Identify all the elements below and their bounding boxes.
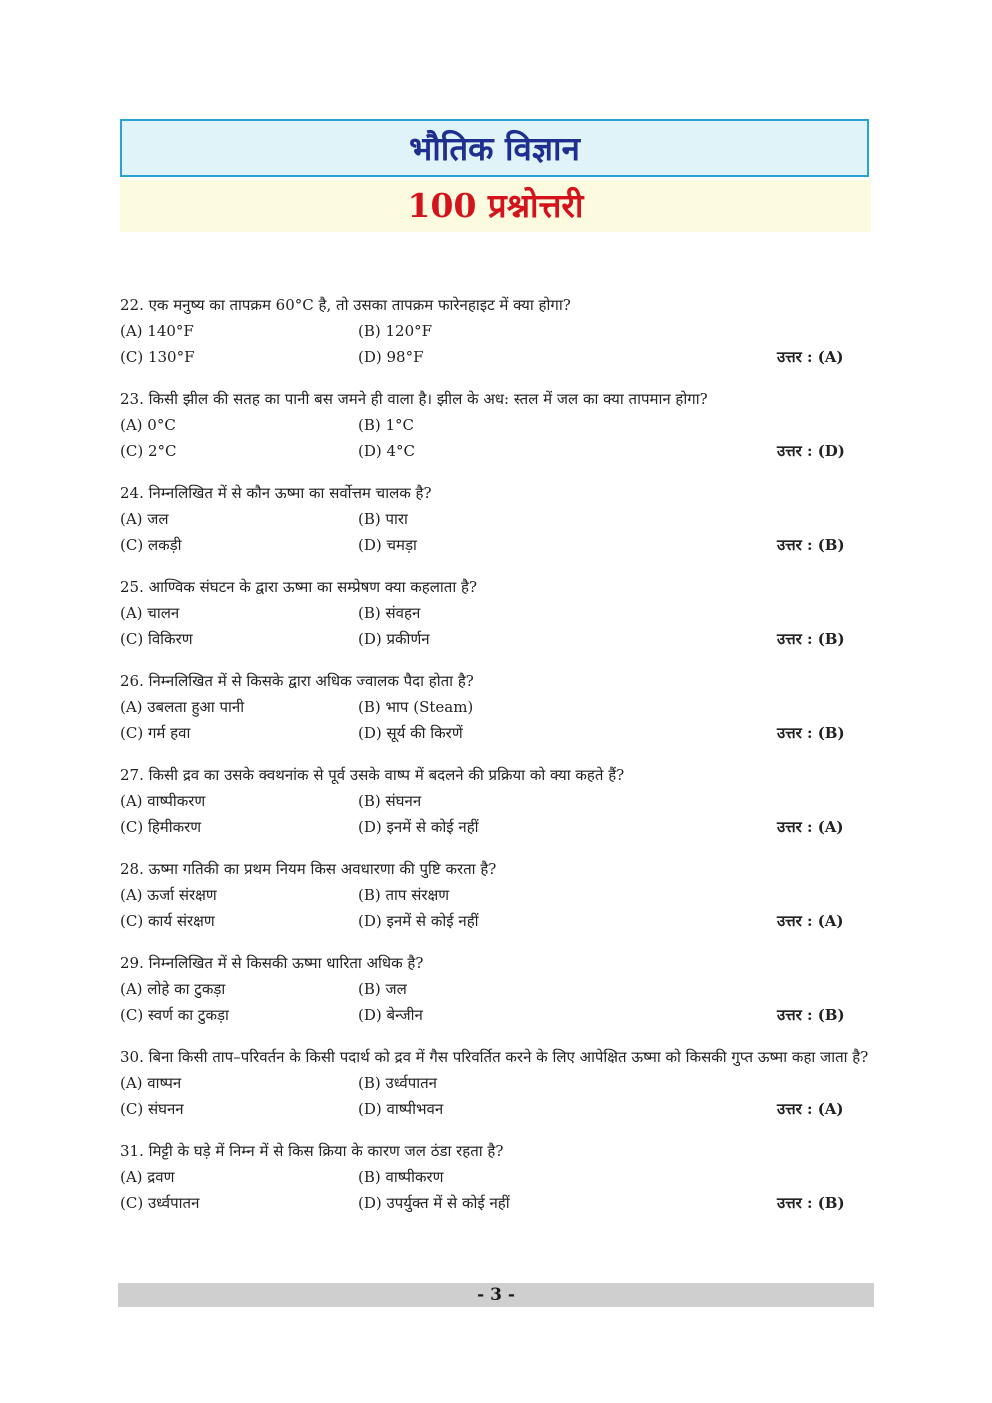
option-a: (A) ऊर्जा संरक्षण — [120, 886, 217, 904]
option-c: (C) उर्ध्वपातन — [120, 1194, 200, 1212]
option-c: (C) विकिरण — [120, 630, 193, 648]
option-a: (A) लोहे का टुकड़ा — [120, 980, 226, 998]
option-b: (B) 1°C — [358, 416, 415, 434]
option-a: (A) द्रवण — [120, 1168, 175, 1186]
option-row — [120, 814, 875, 840]
subtitle-box — [120, 180, 871, 232]
option-c: (C) 2°C — [120, 442, 177, 460]
answer-label: उत्तर : (B) — [777, 724, 845, 742]
answer-label: उत्तर : (D) — [777, 442, 845, 460]
question-text: 29. निम्नलिखित में से किसकी ऊष्मा धारिता अधिक है? — [120, 954, 424, 972]
option-d: (D) प्रकीर्णन — [358, 630, 430, 648]
option-d: (D) 98°F — [358, 348, 424, 366]
question-item — [120, 951, 875, 1028]
option-a: (A) चालन — [120, 604, 180, 622]
option-a: (A) जल — [120, 510, 169, 528]
question-item — [120, 387, 875, 464]
option-row — [120, 694, 875, 720]
answer-label: उत्तर : (B) — [777, 536, 845, 554]
question-item — [120, 669, 875, 746]
question-item — [120, 1045, 875, 1122]
question-text: 26. निम्नलिखित में से किसके द्वारा अधिक ज्वालक पैदा होता है? — [120, 672, 474, 690]
option-row — [120, 412, 875, 438]
page-title: भौतिक विज्ञान — [409, 129, 580, 168]
option-c: (C) गर्म हवा — [120, 724, 191, 742]
option-row — [120, 626, 875, 652]
option-row — [120, 318, 875, 344]
option-b: (B) संवहन — [358, 604, 421, 622]
question-item — [120, 575, 875, 652]
option-c: (C) लकड़ी — [120, 536, 182, 554]
option-a: (A) 0°C — [120, 416, 176, 434]
option-a: (A) उबलता हुआ पानी — [120, 698, 245, 716]
option-d: (D) इनमें से कोई नहीं — [358, 912, 479, 930]
option-row — [120, 1164, 875, 1190]
question-text: 25. आण्विक संघटन के द्वारा ऊष्मा का सम्प्रेषण क्या कहलाता है? — [120, 578, 478, 596]
option-c: (C) 130°F — [120, 348, 195, 366]
option-row — [120, 976, 875, 1002]
option-row — [120, 1070, 875, 1096]
option-c: (C) कार्य संरक्षण — [120, 912, 215, 930]
option-b: (B) वाष्पीकरण — [358, 1168, 444, 1186]
question-text: 23. किसी झील की सतह का पानी बस जमने ही वाला है। झील के अध: स्तल में जल का क्या तापमान होगा? — [120, 390, 708, 408]
question-text: 30. बिना किसी ताप–परिवर्तन के किसी पदार्थ को द्रव में गैस परिवर्तित करने के लिए आपेक्षित ऊष्मा को किसकी गुप्त ऊष्मा कहा जाता है? — [120, 1048, 869, 1066]
answer-label: उत्तर : (A) — [777, 348, 844, 366]
answer-label: उत्तर : (B) — [777, 630, 845, 648]
question-item — [120, 1139, 875, 1216]
page-subtitle: 100 प्रश्नोत्तरी — [407, 186, 584, 225]
question-text: 24. निम्नलिखित में से कौन ऊष्मा का सर्वोत्तम चालक है? — [120, 484, 432, 502]
option-row — [120, 882, 875, 908]
option-b: (B) ताप संरक्षण — [358, 886, 450, 904]
option-row — [120, 788, 875, 814]
question-text: 22. एक मनुष्य का तापक्रम 60°C है, तो उसका तापक्रम फारेनहाइट में क्या होगा? — [120, 296, 571, 314]
option-row — [120, 344, 875, 370]
option-row — [120, 438, 875, 464]
option-d: (D) वाष्पीभवन — [358, 1100, 444, 1118]
option-d: (D) बेन्जीन — [358, 1006, 423, 1024]
question-item — [120, 857, 875, 934]
option-b: (B) 120°F — [358, 322, 433, 340]
option-row — [120, 1096, 875, 1122]
answer-label: उत्तर : (A) — [777, 1100, 844, 1118]
page-number: - 3 - — [477, 1285, 515, 1305]
option-c: (C) स्वर्ण का टुकड़ा — [120, 1006, 229, 1024]
question-item — [120, 481, 875, 558]
option-row — [120, 600, 875, 626]
question-text: 31. मिट्टी के घड़े में निम्न में से किस क्रिया के कारण जल ठंडा रहता है? — [120, 1142, 504, 1160]
question-item — [120, 763, 875, 840]
question-item — [120, 293, 875, 370]
option-b: (B) संघनन — [358, 792, 422, 810]
option-b: (B) भाप (Steam) — [358, 698, 474, 716]
option-c: (C) हिमीकरण — [120, 818, 202, 836]
question-text: 28. ऊष्मा गतिकी का प्रथम नियम किस अवधारणा की पुष्टि करता है? — [120, 860, 497, 878]
option-row — [120, 1002, 875, 1028]
answer-label: उत्तर : (A) — [777, 818, 844, 836]
option-d: (D) 4°C — [358, 442, 416, 460]
option-d: (D) इनमें से कोई नहीं — [358, 818, 479, 836]
answer-label: उत्तर : (B) — [777, 1006, 845, 1024]
option-a: (A) वाष्पीकरण — [120, 792, 206, 810]
option-b: (B) उर्ध्वपातन — [358, 1074, 437, 1092]
option-b: (B) पारा — [358, 510, 408, 528]
title-box — [120, 119, 869, 177]
option-row — [120, 506, 875, 532]
option-a: (A) 140°F — [120, 322, 194, 340]
option-row — [120, 1190, 875, 1216]
question-text: 27. किसी द्रव का उसके क्वथनांक से पूर्व उसके वाष्प में बदलने की प्रक्रिया को क्या कहते हैं? — [120, 766, 625, 784]
option-d: (D) उपर्युक्त में से कोई नहीं — [358, 1194, 510, 1212]
option-a: (A) वाष्पन — [120, 1074, 182, 1092]
option-d: (D) चमड़ा — [358, 536, 417, 554]
page-number-bar — [118, 1283, 874, 1307]
question-list — [120, 293, 875, 1233]
option-d: (D) सूर्य की किरणें — [358, 724, 463, 742]
answer-label: उत्तर : (B) — [777, 1194, 845, 1212]
option-row — [120, 908, 875, 934]
option-row — [120, 532, 875, 558]
option-row — [120, 720, 875, 746]
option-c: (C) संघनन — [120, 1100, 184, 1118]
answer-label: उत्तर : (A) — [777, 912, 844, 930]
option-b: (B) जल — [358, 980, 407, 998]
